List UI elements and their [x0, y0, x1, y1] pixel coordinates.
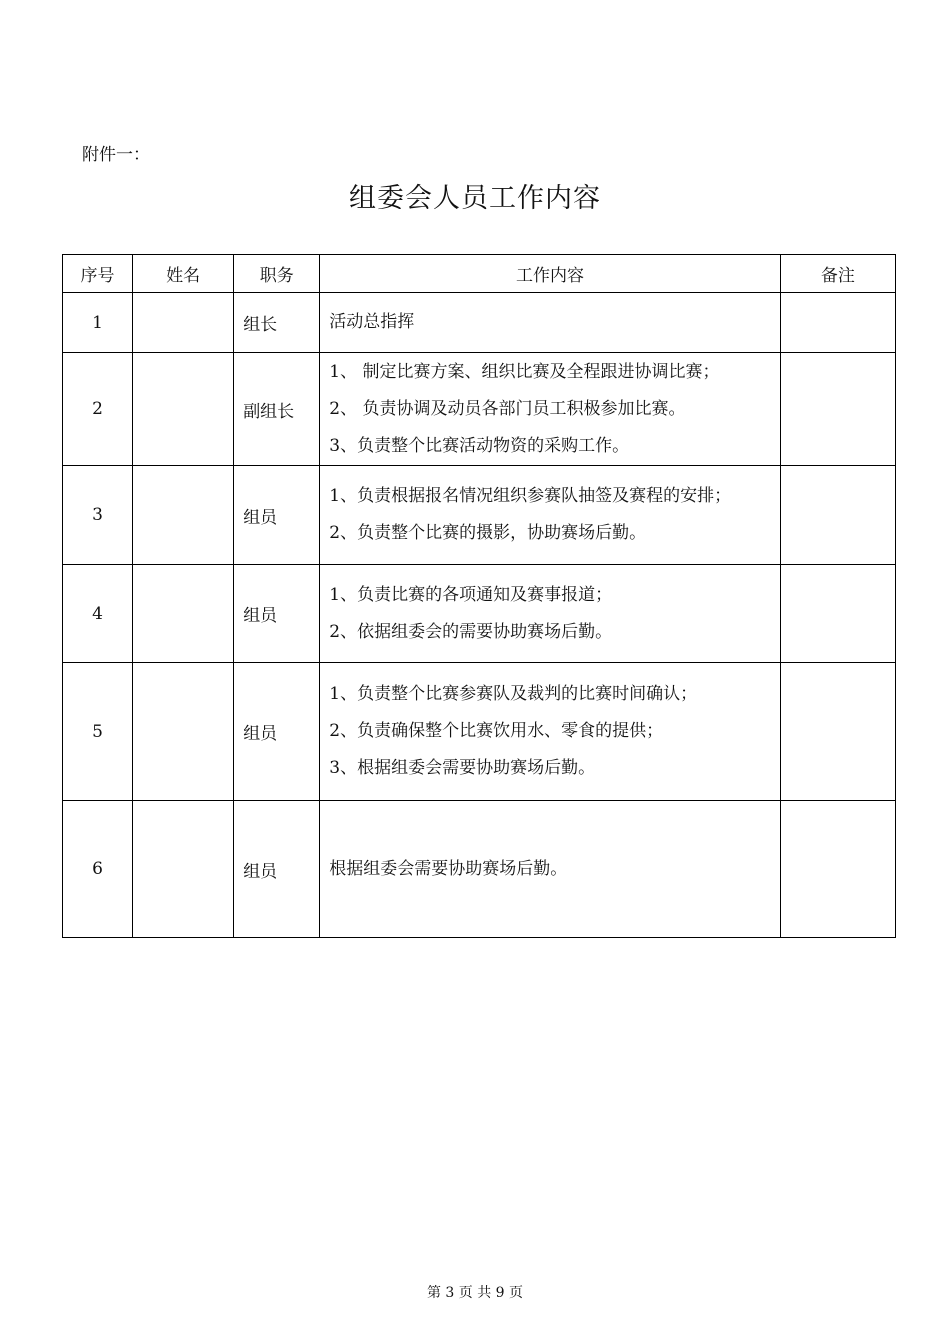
attachment-label: 附件一： [82, 145, 150, 165]
table-row [63, 466, 896, 565]
work-line: 1、负责比赛的各项通知及赛事报道； [329, 584, 613, 605]
row-role: 组员 [234, 663, 320, 801]
header-note: 备注 [780, 255, 895, 293]
work-line: 2、负责确保整个比赛饮用水、零食的提供； [329, 721, 664, 741]
work-line: 1、 制定比赛方案、组织比赛及全程跟进协调比赛； [329, 361, 720, 382]
row-note [780, 801, 895, 938]
row-role: 副组长 [234, 353, 320, 466]
table-row [63, 663, 896, 801]
row-note [780, 353, 895, 466]
work-line: 2、负责整个比赛的摄影，协助赛场后勤。 [329, 523, 647, 543]
row-work [320, 801, 781, 938]
row-role: 组员 [234, 801, 320, 938]
row-name [133, 801, 234, 938]
work-line: 3、根据组委会需要协助赛场后勤。 [329, 758, 596, 778]
row-role: 组长 [234, 293, 320, 353]
row-work [320, 565, 781, 663]
work-line: 3、负责整个比赛活动物资的采购工作。 [329, 435, 630, 456]
work-line: 1、负责整个比赛参赛队及裁判的比赛时间确认； [329, 684, 698, 704]
row-work [320, 663, 781, 801]
row-note [780, 293, 895, 353]
table-row [63, 565, 896, 663]
row-seq: 2 [63, 353, 133, 466]
header-name: 姓名 [133, 255, 234, 293]
staff-duties-table [62, 254, 896, 938]
row-note [780, 466, 895, 565]
header-work: 工作内容 [320, 255, 781, 293]
table-header-row [63, 255, 896, 293]
row-name [133, 663, 234, 801]
row-work [320, 353, 781, 466]
work-line: 根据组委会需要协助赛场后勤。 [329, 858, 568, 879]
row-seq: 4 [63, 565, 133, 663]
header-seq: 序号 [63, 255, 133, 293]
row-seq: 3 [63, 466, 133, 565]
work-line: 2、依据组委会的需要协助赛场后勤。 [329, 621, 613, 642]
row-role: 组员 [234, 565, 320, 663]
row-role: 组员 [234, 466, 320, 565]
row-name [133, 353, 234, 466]
table-row [63, 353, 896, 466]
work-line: 活动总指挥 [329, 312, 415, 332]
row-name [133, 466, 234, 565]
row-name [133, 565, 234, 663]
table-row [63, 293, 896, 353]
header-role: 职务 [234, 255, 320, 293]
table-row [63, 801, 896, 938]
row-seq: 5 [63, 663, 133, 801]
work-line: 2、 负责协调及动员各部门员工积极参加比赛。 [329, 398, 686, 419]
row-name [133, 293, 234, 353]
row-work [320, 293, 781, 353]
row-work [320, 466, 781, 565]
row-note [780, 565, 895, 663]
page-footer: 第 3 页 共 9 页 [426, 1285, 524, 1301]
row-seq: 1 [63, 293, 133, 353]
work-line: 1、负责根据报名情况组织参赛队抽签及赛程的安排； [329, 486, 732, 506]
row-seq: 6 [63, 801, 133, 938]
row-note [780, 663, 895, 801]
document-title: 组委会人员工作内容 [349, 183, 601, 214]
